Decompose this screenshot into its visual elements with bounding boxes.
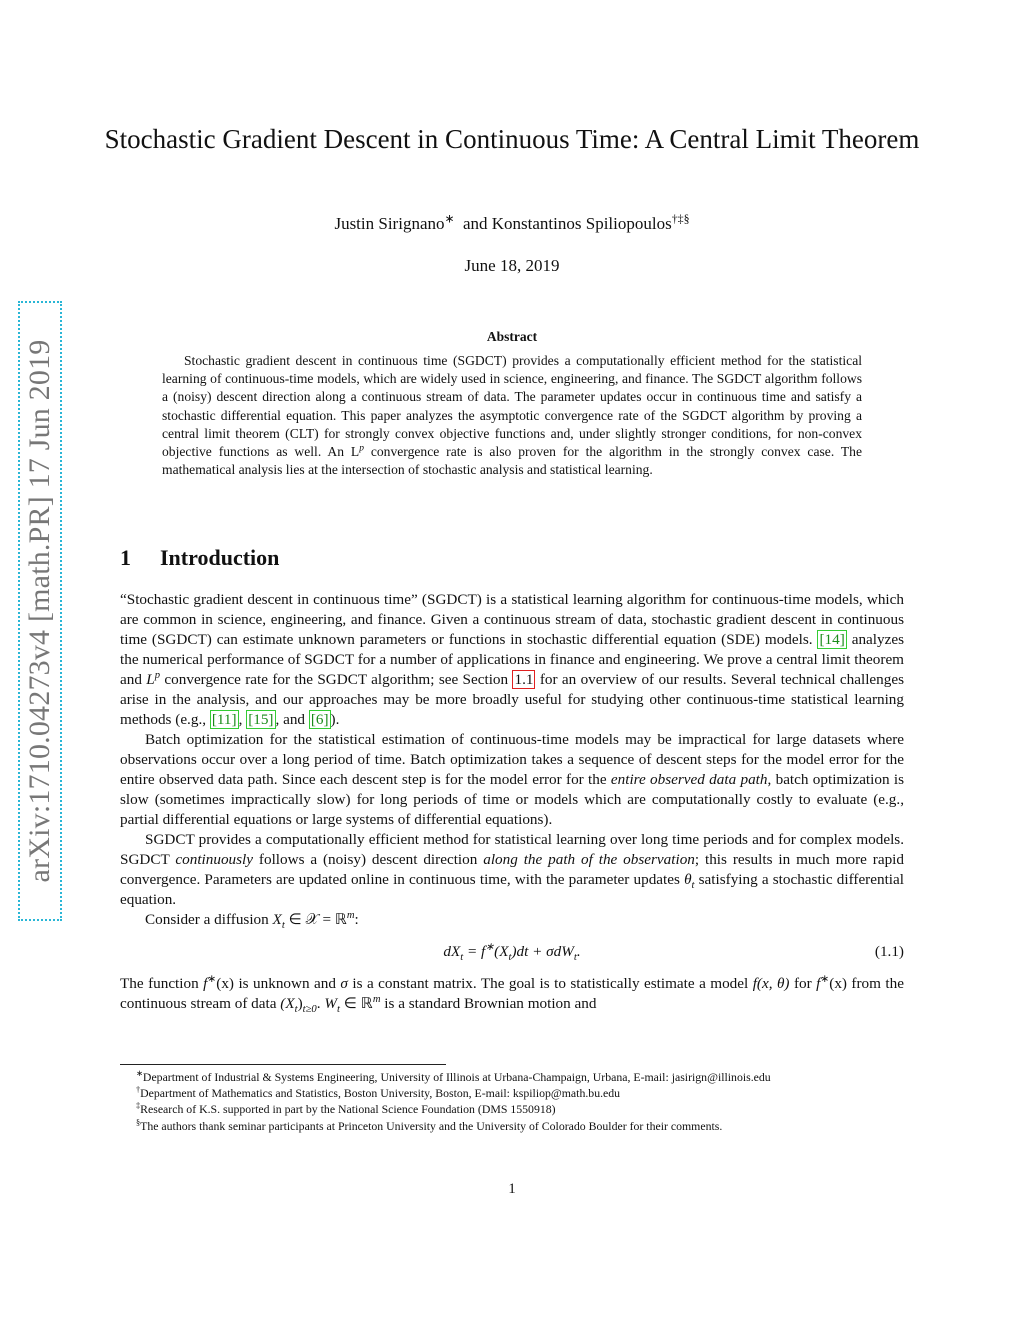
p3-text-c: ; this results in much more rapid convergence. Parameters are updated online in continuous time, with the parameter updates [120,851,904,888]
p5-text-d: for [789,975,817,992]
footnote-4-text: The authors thank seminar participants at Princeton University and the University of Colorado Boulder for their comments. [140,1118,723,1133]
p2-emphasis: entire observed data path [610,771,768,788]
eq-sub-1: t [460,952,464,964]
citation-15[interactable]: [15] [248,711,274,728]
paragraph-2 [120,730,904,830]
p4-text-a: Consider a diffusion [145,911,273,928]
p5-text-h: is a standard Brownian motion and [380,995,597,1012]
footnote-1-text: Department of Industrial & Systems Engineering, University of Illinois at Urbana-Champaign, Urbana, E-mail: jasirign@illinois.edu [142,1070,771,1084]
footnote-3-text: Research of K.S. supported in part by the National Science Foundation (DMS 1550918) [140,1102,556,1117]
author-conjunction: and [462,214,488,233]
citation-14[interactable]: [14] [819,631,845,648]
footnote-4 [120,1118,904,1134]
p3-emphasis-1: continuously [175,851,254,868]
p5-star-1: ∗ [207,973,217,985]
p5-text-g: ∈ ℝ [339,995,373,1012]
section-number: 1 [120,545,131,570]
p5-text-c: is a constant matrix. The goal is to statistically estimate a model [347,975,753,992]
footnote-1-mark: ∗ [136,1069,143,1079]
p5-data-sub-2: t≥0 [302,1004,317,1016]
p5-W: W [324,995,337,1012]
abstract-heading: Abstract [486,329,538,344]
p1-p-sup: p [154,669,161,681]
section-ref-1-1[interactable]: 1.1 [514,671,534,688]
section-heading [120,545,279,571]
p1-text-b: analyzes the numerical performance of SGDCT for a number of applications in finance and engineering. We prove a central limit theorem and [120,631,905,688]
abstract-part-1: Stochastic gradient descent in continuous time (SGDCT) provides a computationally efficient method for the statistical learning of continuous-time models, which are widely used in science, engineering, and finance. The SGDCT algorithm follows a (noisy) descent direction along a continuous stream of data. The parameter updates occur in continuous time and satisfy a stochastic differential equation. This paper analyzes the asymptotic convergence rate of the SGDCT algorithm by proving a central limit theorem (CLT) for strongly convex objective functions and, under slightly stronger conditions, for non-convex objective functions as well. An L [162,353,862,460]
p5-data-close: ) [297,995,303,1012]
author1-footnote-mark: ∗ [444,211,455,226]
footnote-2-mark: † [136,1085,141,1095]
abstract-lp-superscript: p [359,443,364,454]
p1-sep-2: , and [275,711,309,728]
footnote-2 [120,1085,904,1101]
p4-m-sup: m [346,909,355,921]
p3-text-a: SGDCT provides a computationally efficient method for statistical learning over long time periods and for complex models. SGDCT [120,831,904,868]
p5-sigma: σ [340,975,348,992]
p4-calX: 𝒳 [305,911,319,928]
footnote-rule [120,1064,446,1065]
p5-text-f: . [316,995,325,1012]
eq-dX: dX [443,943,461,960]
eq-end: . [576,943,581,960]
p3-text-b: follows a (noisy) descent direction [253,851,484,868]
p5-f3: f [816,975,821,992]
footnotes [120,1069,904,1134]
p2-text-b: , batch optimization is slow (sometimes impractically slow) for long periods of time or models which are computationally costly to evaluate (e.g., partial differential equations or large systems of differential equations). [120,771,904,828]
equation-body [120,942,904,962]
p1-L: L [146,671,155,688]
p5-W-sub: t [337,1004,340,1016]
eq-sub-3: t [573,952,577,964]
p4-text-d: : [354,911,359,928]
p2-text-a: Batch optimization for the statistical estimation of continuous-time models may be impractical for large datasets where observations occur over a long period of time. Batch optimization takes a sequence of descent steps for the model error for the entire observed data path. Since each descent step is for the model error for the [120,731,904,788]
footnote-3-mark: ‡ [136,1101,141,1111]
p1-text-e: ). [330,711,340,728]
p5-star-2: ∗ [820,973,830,985]
footnote-2-text: Department of Mathematics and Statistics, Boston University, Boston, E-mail: kspiliop@math.bu.edu [140,1086,621,1101]
p4-X-sub: t [281,920,285,932]
footnote-3 [120,1101,904,1117]
p3-theta-sub: t [691,880,695,892]
equation-number: (1.1) [874,943,904,960]
p5-text-a: The function [120,975,204,992]
p1-text-a: “Stochastic gradient descent in continuous time” (SGDCT) is a statistical learning algorithm for continuous-time models, which are common in science, engineering, and finance. Given a continuous stream of data, stochastic gradient descent in continuous time (SGDCT) can estimate unknown parameters or functions in stochastic differential equation (SDE) models. [120,591,904,648]
p3-emphasis-2: along the path of the observation [483,851,695,868]
p5-data: (X [280,995,295,1012]
eq-star: ∗ [485,941,495,953]
eq-Xt: (X [494,943,509,960]
arxiv-stamp [18,301,62,921]
p5-f2: f(x, θ) [752,975,790,992]
paragraph-5 [120,974,904,1014]
abstract-part-2: convergence rate is also proven for the algorithm in the strongly convex case. The mathematical analysis lies at the intersection of stochastic analysis and statistical learning. [162,444,862,478]
p1-text-c: convergence rate for the SGDCT algorithm; see Section [160,671,513,688]
p5-text-e: (x) from the continuous stream of data [120,975,904,1012]
footnote-1 [120,1069,904,1085]
eq-rest: )dt + σdW [511,943,574,960]
paragraph-1 [120,590,904,730]
arxiv-identifier: arXiv:1710.04273v4 [math.PR] 17 Jun 2019 [23,339,56,883]
paper-date: June 18, 2019 [464,256,560,275]
eq-f: = f [463,943,486,960]
author-line [120,211,904,234]
paper-title: Stochastic Gradient Descent in Continuous Time: A Central Limit Theorem [104,124,920,154]
page-number: 1 [508,1181,516,1197]
abstract-text [162,352,862,479]
p5-f1: f [203,975,208,992]
body-text [120,590,904,1014]
p4-text-c: = ℝ [318,911,347,928]
equation-1-1 [120,936,904,970]
eq-sub-2: t [508,952,512,964]
p3-text-d: satisfying a stochastic differential equation. [120,871,904,908]
p4-X: X [272,911,282,928]
p5-m-sup: m [372,993,381,1005]
author-sirignano: Justin Sirignano [334,214,445,233]
author2-footnote-marks: †‡§ [671,211,690,226]
p4-text-b: ∈ [284,911,306,928]
citation-11[interactable]: [11] [211,711,237,728]
p1-text-d: for an overview of our results. Several technical challenges arise in the analysis, and our approaches may be more broadly useful for studying other continuous-time statistical learning methods (e.g., [120,671,905,728]
paragraph-3 [120,830,904,910]
section-title: Introduction [160,545,280,570]
citation-6[interactable]: [6] [310,711,329,728]
p5-data-sub: t [294,1004,298,1016]
footnote-4-mark: § [136,1117,141,1127]
p5-text-b: (x) is unknown and [216,975,341,992]
paragraph-4 [120,910,904,930]
p3-theta: θ [684,871,692,888]
p1-sep-1: , [238,711,247,728]
author-spiliopoulos: Konstantinos Spiliopoulos [491,214,672,233]
